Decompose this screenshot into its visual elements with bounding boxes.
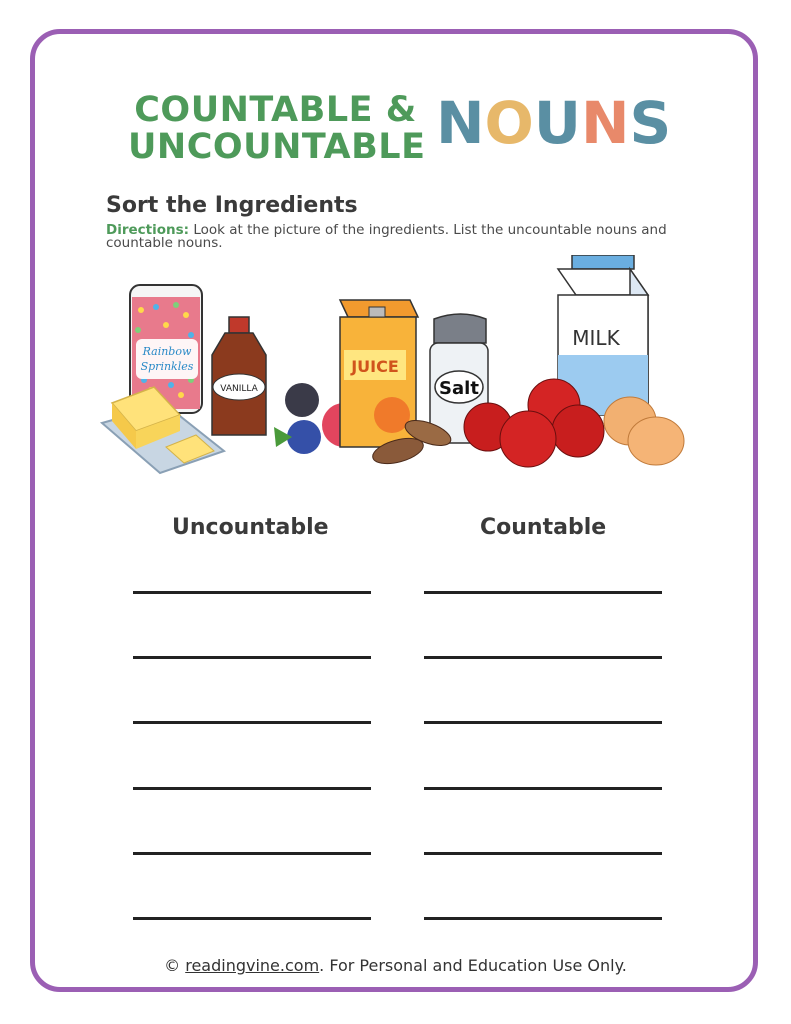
title-nouns [436, 89, 672, 157]
readingvine-link[interactable]: readingvine.com [185, 956, 320, 975]
countable-column-heading: Countable [480, 515, 607, 540]
uncountable-answer-line[interactable] [133, 787, 371, 790]
ingredients-illustration [96, 255, 696, 485]
butter-image [102, 387, 224, 473]
sprinkles-label-1: Rainbow [142, 345, 192, 358]
directions [106, 224, 706, 250]
title-line-1: COUNTABLE & [134, 90, 417, 130]
uncountable-column-heading: Uncountable [172, 515, 329, 540]
countable-answer-line[interactable] [424, 656, 662, 659]
nouns-letter: U [533, 89, 581, 157]
footer-text: . For Personal and Education Use Only. [319, 956, 627, 975]
salt-label: Salt [439, 378, 479, 399]
nouns-letter: N [436, 89, 485, 157]
title-countable-uncountable [128, 90, 426, 167]
uncountable-answer-line[interactable] [133, 917, 371, 920]
uncountable-answer-line[interactable] [133, 591, 371, 594]
countable-answer-line[interactable] [424, 917, 662, 920]
countable-answer-line[interactable] [424, 852, 662, 855]
page-border [30, 29, 758, 992]
title-line-2: UNCOUNTABLE [128, 127, 426, 167]
nouns-letter: N [580, 89, 630, 157]
directions-label: Directions: [106, 222, 190, 238]
nouns-letter: O [484, 89, 534, 157]
vanilla-label: VANILLA [220, 384, 258, 394]
sprinkles-label-2: Sprinkles [140, 360, 194, 373]
uncountable-answer-line[interactable] [133, 721, 371, 724]
juice-label: JUICE [351, 357, 399, 376]
countable-answer-line[interactable] [424, 591, 662, 594]
uncountable-answer-line[interactable] [133, 656, 371, 659]
eggs-image [604, 397, 684, 465]
directions-text: Look at the picture of the ingredients. List the uncountable nouns and countable nouns. [106, 222, 667, 251]
milk-label: MILK [572, 326, 620, 350]
footer [0, 956, 791, 975]
countable-answer-line[interactable] [424, 721, 662, 724]
vanilla-bottle-image [212, 317, 266, 435]
nouns-letter: S [629, 89, 672, 157]
countable-answer-line[interactable] [424, 787, 662, 790]
copyright-symbol: © [164, 956, 186, 975]
uncountable-answer-line[interactable] [133, 852, 371, 855]
section-heading: Sort the Ingredients [106, 193, 358, 218]
